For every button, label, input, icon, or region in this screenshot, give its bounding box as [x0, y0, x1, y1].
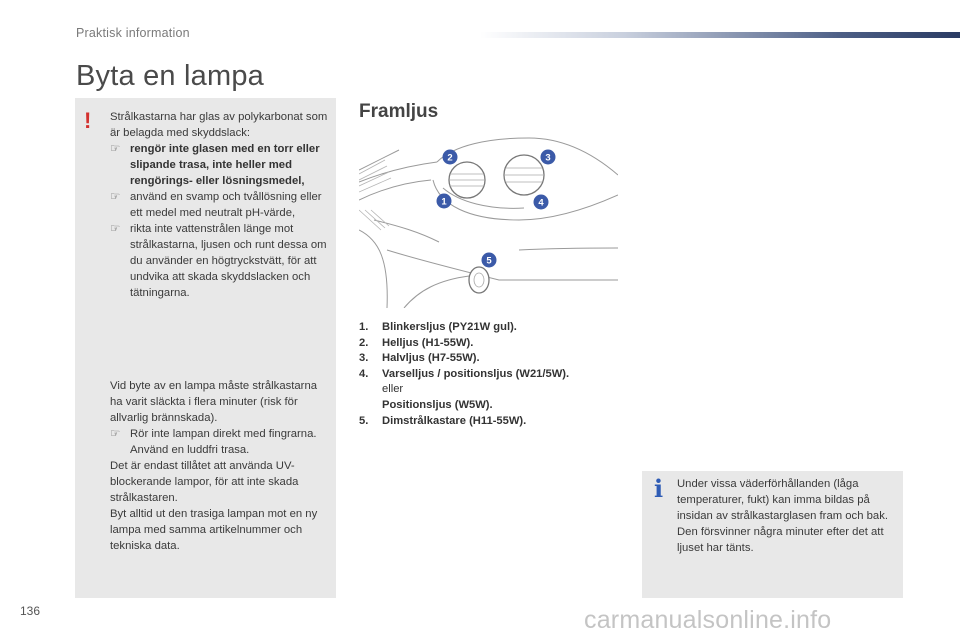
pointing-hand-icon: ☞ — [110, 428, 121, 440]
section-title-framljus: Framljus — [359, 101, 439, 122]
page-number: 136 — [20, 604, 41, 618]
pointing-hand-icon: ☞ — [110, 223, 121, 235]
list-item: 5. Dimstrålkastare (H11-55W). — [359, 414, 527, 427]
header-gradient-bar — [480, 32, 960, 38]
info-icon: i — [654, 474, 664, 503]
list-item: 1. Blinkersljus (PY21W gul). — [359, 321, 517, 333]
svg-text:3: 3 — [545, 152, 551, 164]
uv-note: Det är endast tillåtet att använda UV-blockerande lampor, för att inte skada strålkastaren. — [110, 460, 299, 504]
svg-text:1: 1 — [441, 196, 447, 208]
callout-1 — [437, 194, 452, 209]
list-item: 2. Helljus (H1-55W). — [359, 336, 474, 349]
page-title: Byta en lampa — [76, 60, 264, 92]
callout-5 — [482, 253, 497, 268]
headlamp-illustration — [359, 130, 618, 308]
warning-bullet: ☞ rikta inte vattenstrålen länge mot strålkastarna, ljusen och runt dessa om du använder en högtryckstvätt, för att undvika att skada skyddslacken och tätningarna. — [110, 223, 327, 299]
parts-list — [359, 320, 639, 429]
svg-text:4: 4 — [538, 197, 544, 209]
pointing-hand-icon: ☞ — [110, 191, 121, 203]
callout-2 — [443, 150, 458, 165]
watermark: carmanualsonline.info — [584, 606, 832, 634]
info-text: Under vissa väderförhållanden (låga temperaturer, fukt) kan imma bildas på insidan av strålkastarglasen fram och bak. Den försvinner några minuter efter det att ljuset har tänts. — [677, 478, 888, 554]
list-item-or: eller — [382, 383, 404, 396]
warning-bullet: ☞ använd en svamp och tvållösning eller ett medel med neutralt pH-värde, — [110, 191, 322, 219]
callout-4 — [534, 195, 549, 210]
pointing-hand-icon: ☞ — [110, 143, 121, 155]
replace-note: Byt alltid ut den trasiga lampan mot en ny lampa med samma artikelnummer och tekniska data. — [110, 508, 318, 552]
warning-intro: Strålkastarna har glas av polykarbonat som är belagda med skyddslack: — [110, 111, 328, 139]
list-item: 4. Varselljus / positionsljus (W21/5W). — [359, 367, 570, 380]
warning-text — [110, 109, 332, 301]
exclamation-icon: ! — [84, 108, 92, 133]
warning-bullet: ☞ rengör inte glasen med en torr eller slipande trasa, inte heller med rengörings- eller lösningsmedel, — [110, 143, 320, 187]
warning-bullet: ☞ Rör inte lampan direkt med fingrarna. Använd en luddfri trasa. — [110, 428, 317, 456]
section-header: Praktisk information — [76, 26, 190, 40]
svg-text:5: 5 — [486, 255, 492, 267]
svg-text:2: 2 — [447, 152, 453, 164]
list-item-alt: Positionsljus (W5W). — [382, 398, 493, 411]
callout-3 — [541, 150, 556, 165]
warning-text-2 — [110, 378, 332, 554]
bulb-change-note: Vid byte av en lampa måste strålkastarna ha varit släckta i flera minuter (risk för allvarlig brännskada). — [110, 380, 318, 424]
list-item: 3. Halvljus (H7-55W). — [359, 352, 480, 365]
